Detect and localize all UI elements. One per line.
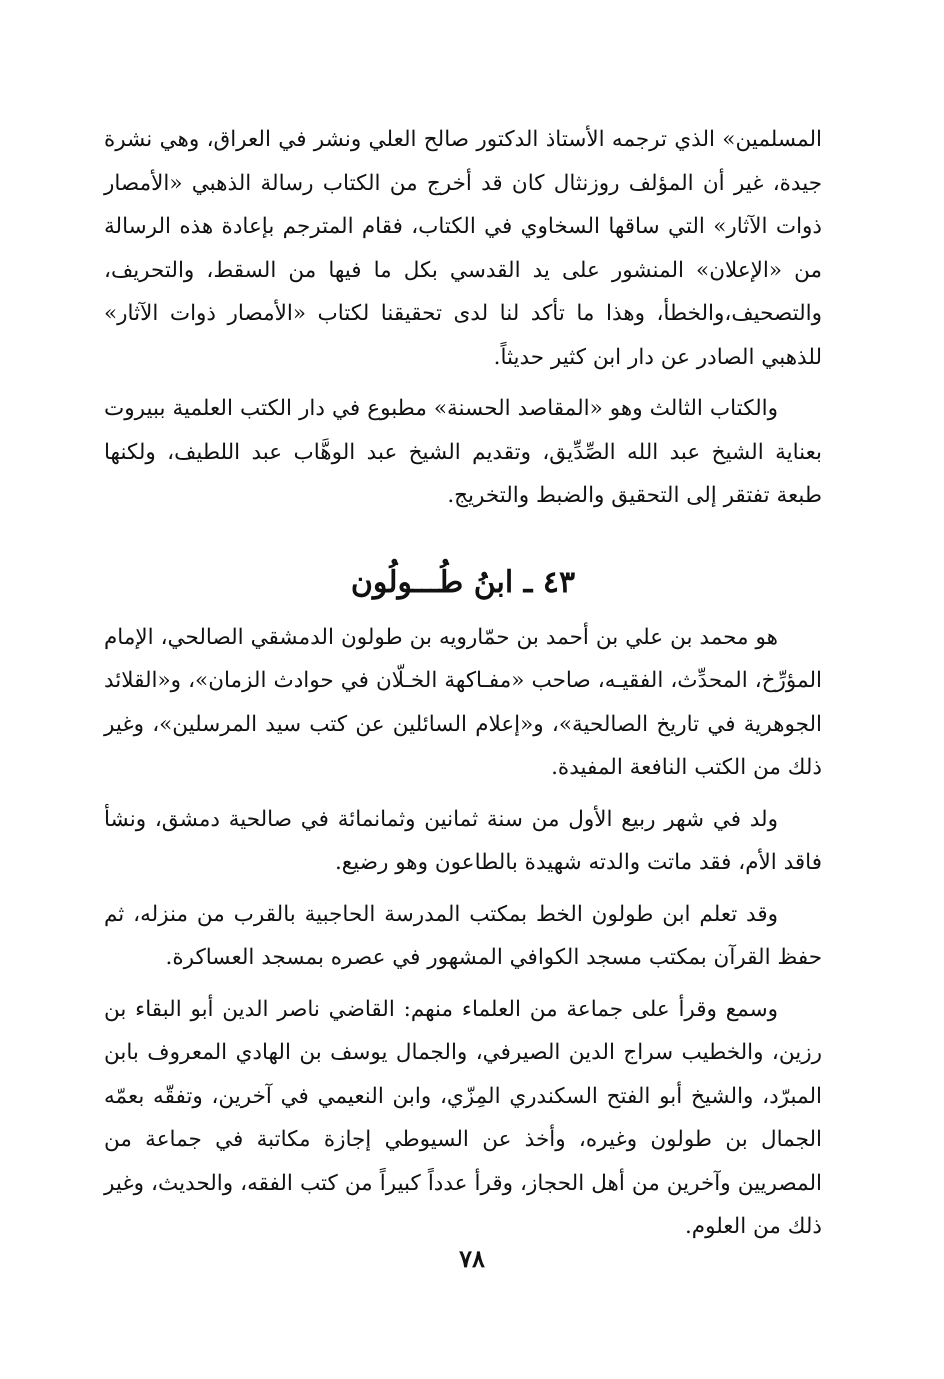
paragraph-5: وقد تعلم ابن طولون الخط بمكتب المدرسة الحاجبية بالقرب من منزله، ثم حفظ القرآن بمكتب مسجد الكوافي المشهور في عصره بمسجد العساكرة. (104, 901, 822, 970)
paragraph-6: وسمع وقرأ على جماعة من العلماء منهم: القاضي ناصر الدين أبو البقاء بن رزين، والخطيب سراج الدين الصيرفي، والجمال يوسف بن الهادي المعروف بابن المبرّد، والشيخ أبو الفتح السكندري المِزّي، وابن النعيمي في آخرين، وتفقّه بعمّه الجمال بن طولون وغيره، وأخذ عن السيوطي إجازة مكاتبة في جماعة من المصريين وآخرين من أهل الحجاز، وقرأ عدداً كبيراً من كتب الفقه، والحديث، وغير ذلك من العلوم. (104, 996, 822, 1239)
paragraph-2: والكتاب الثالث وهو «المقاصد الحسنة» مطبوع في دار الكتب العلمية ببيروت بعناية الشيخ عبد الله الصِّدِّيق، وتقديم الشيخ عبد الوهَّاب عبد اللطيف، ولكنها طبعة تفتقر إلى التحقيق والضبط والتخريج. (104, 396, 822, 508)
section-heading: ٤٣ ـ ابنُ طُـــولُون (350, 564, 576, 600)
paragraph-4: ولد في شهر ربيع الأول من سنة ثمانين وثمانمائة في صالحية دمشق، ونشأ فاقد الأم، فقد ماتت والدته شهيدة بالطاعون وهو رضيع. (104, 806, 822, 875)
paragraph-1: المسلمين» الذي ترجمه الأستاذ الدكتور صالح العلي ونشر في العراق، وهي نشرة جيدة، غير أن المؤلف روزنثال كان قد أخرج من الكتاب رسالة الذهبي «الأمصار ذوات الآثار» التي ساقها السخاوي في الكتاب، فقام المترجم بإعادة هذه الرسالة من «الإعلان» المنشور على يد القدسي بكل ما فيها من السقط، والتحريف، والتصحيف،والخطأ، وهذا ما تأكد لنا لدى تحقيقنا لكتاب «الأمصار ذوات الآثار» للذهبي الصادر عن دار ابن كثير حديثاً. (104, 127, 822, 370)
page-body (104, 118, 822, 1257)
page-number: ٧٨ (459, 1244, 485, 1273)
paragraph-3: هو محمد بن علي بن أحمد بن حمّارويه بن طولون الدمشقي الصالحي، الإمام المؤرِّخ، المحدِّث، الفقيـه، صاحب «مفـاكهة الخـلّان في حوادث الزمان»، و«القلائد الجوهرية في تاريخ الصالحية»، و«إعلام السائلين عن كتب سيد المرسلين»، وغير ذلك من الكتب النافعة المفيدة. (104, 624, 822, 780)
